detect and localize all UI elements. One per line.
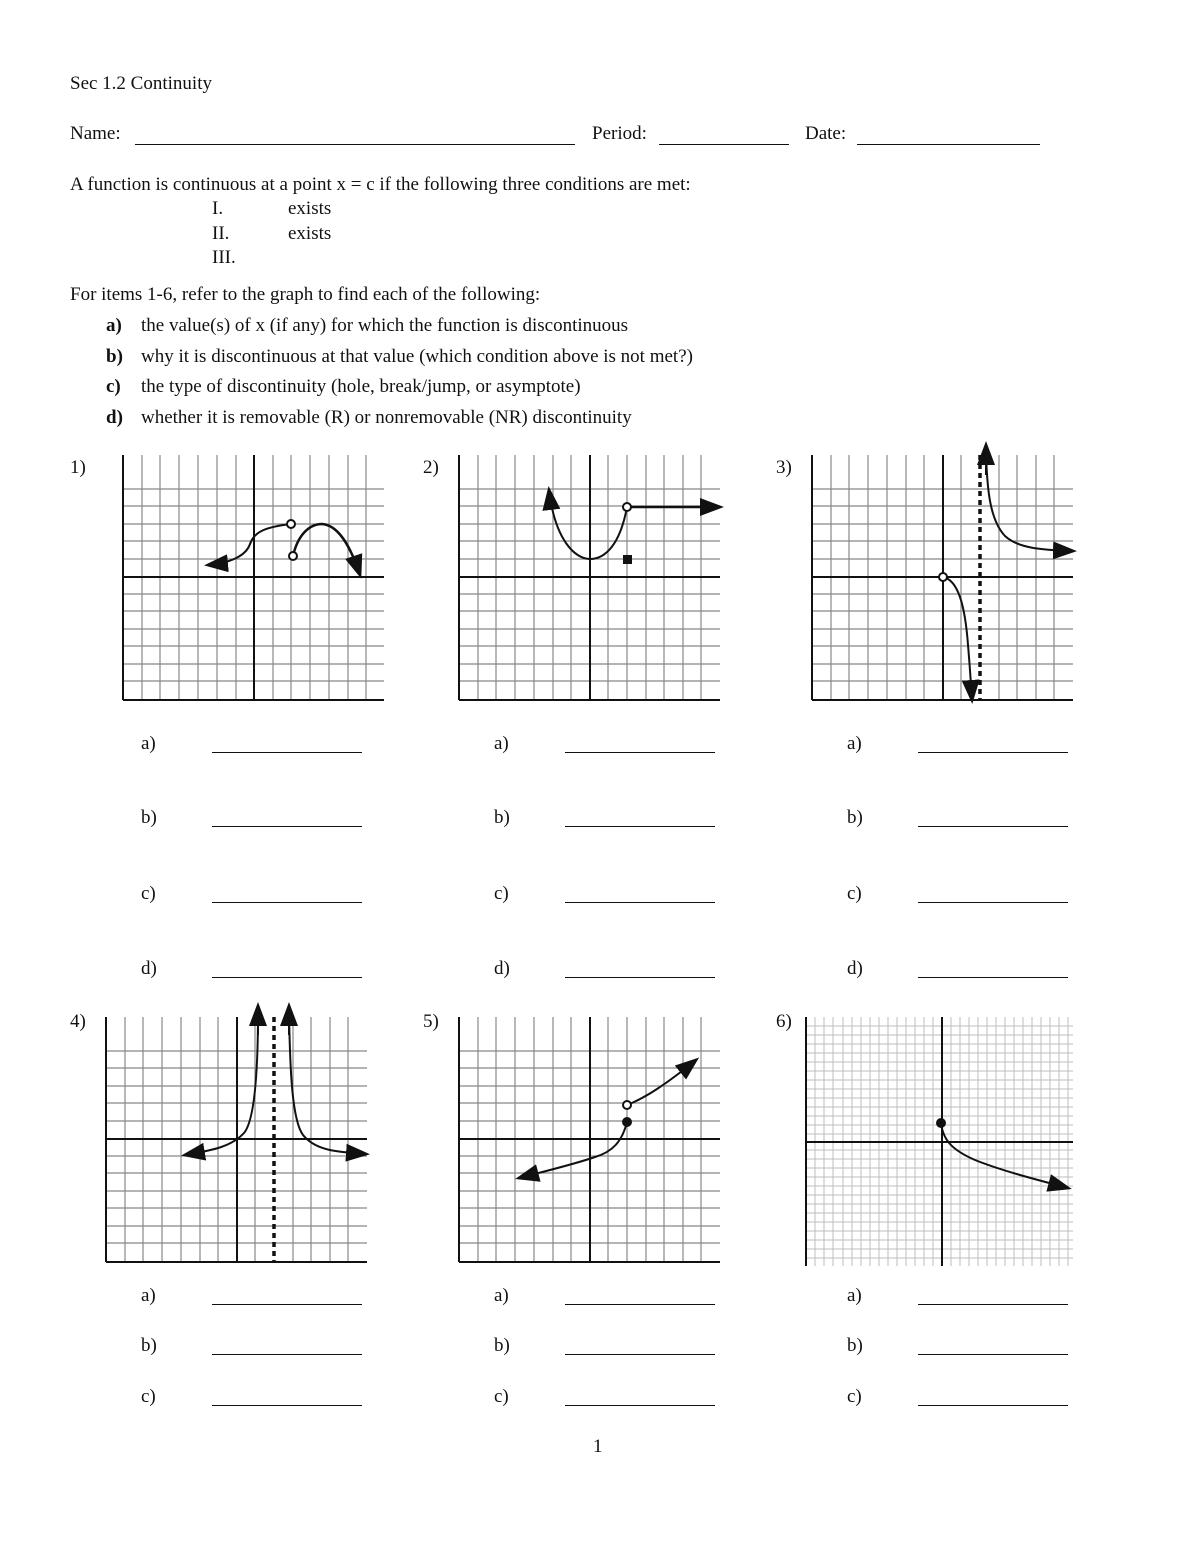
instruction-text: why it is discontinuous at that value (which condition above is not met?) (141, 346, 693, 367)
answer-label: c) (847, 1386, 862, 1407)
date-label: Date: (805, 123, 847, 144)
page-number: 1 (593, 1436, 603, 1457)
answer-label: c) (494, 1386, 509, 1407)
graph-4 (106, 1006, 367, 1262)
instruction-letter: a) (106, 315, 122, 336)
graph-5-filled-point (622, 1117, 632, 1127)
graph-1-open-point (287, 520, 295, 528)
answer-label: d) (141, 958, 157, 979)
instruction-letter: c) (106, 376, 121, 397)
definition-intro: A function is continuous at a point x = c if the following three conditions are met: (70, 174, 691, 195)
graph-3-open-point (939, 573, 947, 581)
condition-numeral: III. (212, 247, 236, 268)
answer-label: d) (494, 958, 510, 979)
graph-2-filled-point (623, 555, 632, 564)
period-label: Period: (592, 123, 647, 144)
instruction-letter: b) (106, 346, 123, 367)
instruction-text: the value(s) of x (if any) for which the function is discontinuous (141, 315, 629, 336)
problem-number: 2) (423, 457, 439, 478)
graph-3 (812, 445, 1073, 700)
graph-6-filled-point (936, 1118, 946, 1128)
answer-label: b) (494, 1335, 510, 1356)
condition-numeral: II. (212, 223, 230, 244)
answer-label: b) (141, 1335, 157, 1356)
graph-5-curve-left (519, 1122, 627, 1178)
answer-label: b) (847, 1335, 863, 1356)
graph-4-curve-left (185, 1012, 258, 1155)
condition-text: exists (288, 223, 332, 244)
answer-label: c) (847, 883, 862, 904)
answer-label: a) (847, 733, 862, 754)
graph-6 (806, 1017, 1073, 1266)
graph-1-open-point (289, 552, 297, 560)
answer-label: b) (141, 807, 157, 828)
instruction-text: whether it is removable (R) or nonremovable (NR) discontinuity (141, 407, 632, 428)
problem-number: 6) (776, 1011, 792, 1032)
answer-label: a) (847, 1285, 862, 1306)
answer-label: c) (494, 883, 509, 904)
answer-label: d) (847, 958, 863, 979)
instruction-letter: d) (106, 407, 123, 428)
problem-number: 1) (70, 457, 86, 478)
problem-number: 4) (70, 1011, 86, 1032)
name-label: Name: (70, 123, 121, 144)
graph-2-open-point (623, 503, 631, 511)
answer-label: a) (494, 1285, 509, 1306)
condition-numeral: I. (212, 198, 224, 219)
graph-5-axes (459, 1017, 720, 1262)
graph-1 (123, 455, 384, 700)
graph-4-curve-right (289, 1012, 366, 1154)
problem-number: 5) (423, 1011, 439, 1032)
graph-5-curve-right (627, 1060, 696, 1105)
answer-label: c) (141, 883, 156, 904)
problem-number: 3) (776, 457, 792, 478)
graph-6-axes (806, 1017, 1073, 1266)
graph-1-curve-right (293, 524, 360, 575)
answer-label: b) (847, 807, 863, 828)
answer-label: b) (494, 807, 510, 828)
section-title: Sec 1.2 Continuity (70, 73, 212, 94)
graph-2 (459, 455, 720, 700)
graph-5 (459, 1017, 720, 1262)
graph-1-axes (123, 455, 384, 700)
answer-label: c) (141, 1386, 156, 1407)
answer-label: a) (141, 733, 156, 754)
answer-label: a) (494, 733, 509, 754)
graph-2-axes (459, 455, 720, 700)
condition-text: exists (288, 198, 332, 219)
instruction-text: the type of discontinuity (hole, break/jump, or asymptote) (141, 376, 581, 397)
graph-5-open-point (623, 1101, 631, 1109)
answer-label: a) (141, 1285, 156, 1306)
instructions-intro: For items 1-6, refer to the graph to find each of the following: (70, 284, 541, 305)
